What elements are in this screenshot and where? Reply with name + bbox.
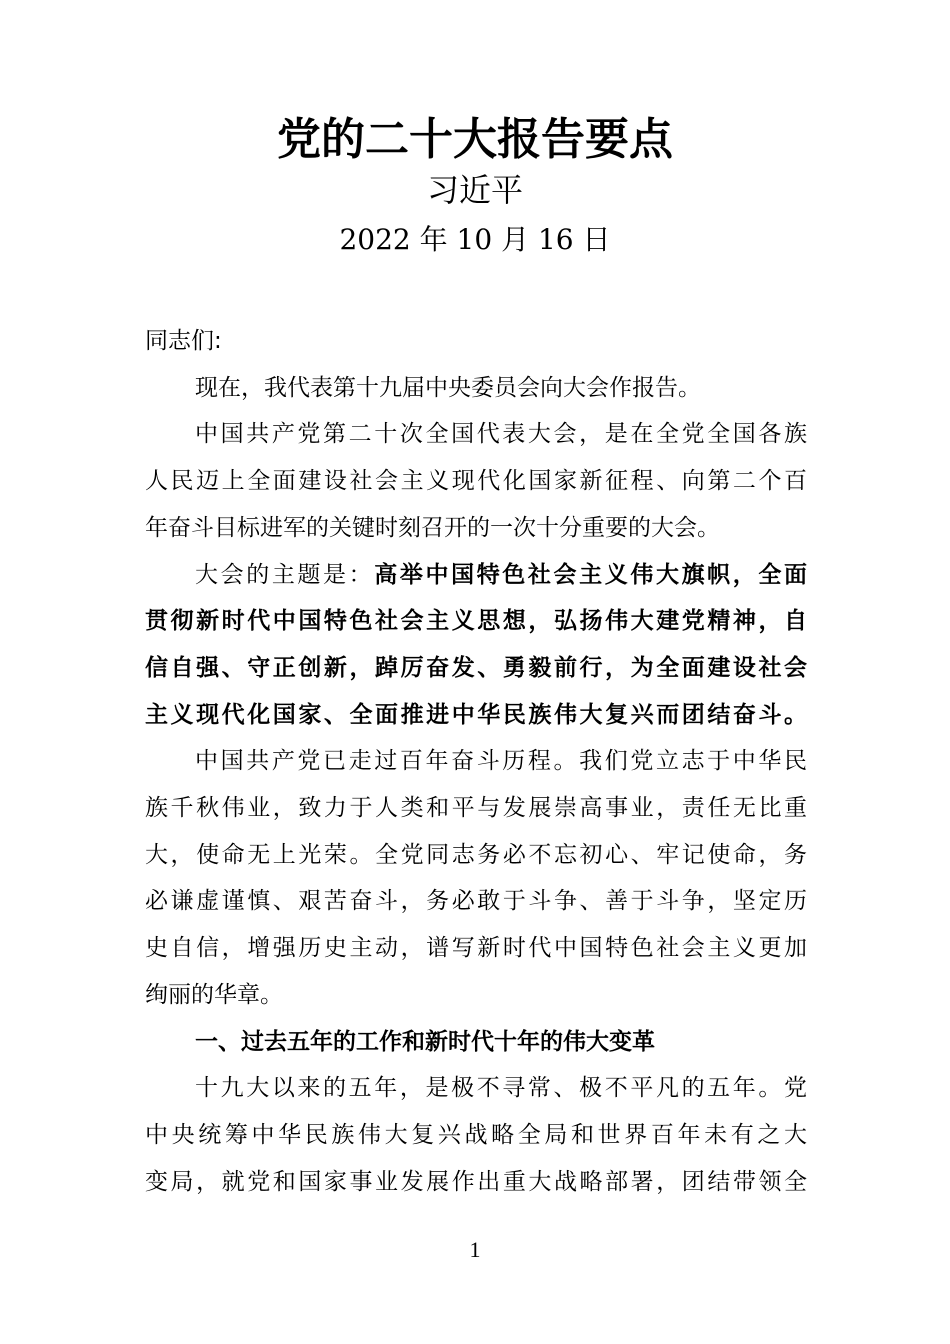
paragraph-line: 现在，我代表第十九届中央委员会向大会作报告。 bbox=[195, 374, 701, 401]
paragraph-line: 变局，就党和国家事业发展作出重大战略部署，团结带领全 bbox=[145, 1168, 807, 1195]
paragraph-line: 族千秋伟业，致力于人类和平与发展崇高事业，责任无比重 bbox=[145, 795, 807, 822]
salutation: 同志们: bbox=[145, 328, 222, 354]
paragraph-line: 史自信，增强历史主动，谱写新时代中国特色社会主义更加 bbox=[145, 935, 807, 962]
paragraph-line: 中国共产党已走过百年奋斗历程。我们党立志于中华民 bbox=[195, 748, 807, 775]
theme-paragraph-line: 信自强、守正创新，踔厉奋发、勇毅前行，为全面建设社会 bbox=[145, 654, 807, 681]
theme-paragraph-line: 主义现代化国家、全面推进中华民族伟大复兴而团结奋斗。 bbox=[145, 701, 807, 728]
paragraph-line: 绚丽的华章。 bbox=[145, 981, 283, 1008]
theme-paragraph-line: 贯彻新时代中国特色社会主义思想，弘扬伟大建党精神，自 bbox=[145, 608, 807, 635]
document-date: 2022 年 10 月 16 日 bbox=[339, 223, 611, 256]
document-title: 党的二十大报告要点 bbox=[277, 114, 673, 165]
theme-text: 高举中国特色社会主义伟大旗帜，全面 bbox=[374, 561, 808, 588]
paragraph-line: 中国共产党第二十次全国代表大会，是在全党全国各族 bbox=[195, 421, 807, 448]
section-heading: 一、过去五年的工作和新时代十年的伟大变革 bbox=[195, 1028, 655, 1055]
paragraph-line: 年奋斗目标进军的关键时刻召开的一次十分重要的大会。 bbox=[145, 514, 720, 541]
paragraph-line: 十九大以来的五年，是极不寻常、极不平凡的五年。党 bbox=[195, 1075, 807, 1102]
paragraph-line: 人民迈上全面建设社会主义现代化国家新征程、向第二个百 bbox=[145, 468, 807, 495]
document-body bbox=[145, 318, 807, 1205]
page-number: 1 bbox=[469, 1237, 481, 1262]
theme-paragraph-line bbox=[145, 552, 807, 599]
document-author: 习近平 bbox=[426, 171, 523, 209]
paragraph-line: 大，使命无上光荣。全党同志务必不忘初心、牢记使命，务 bbox=[145, 841, 807, 868]
paragraph-line: 中央统筹中华民族伟大复兴战略全局和世界百年未有之大 bbox=[145, 1121, 807, 1148]
theme-prefix: 大会的主题是： bbox=[195, 561, 375, 588]
paragraph-line: 必谦虚谨慎、艰苦奋斗，务必敢于斗争、善于斗争，坚定历 bbox=[145, 888, 807, 915]
